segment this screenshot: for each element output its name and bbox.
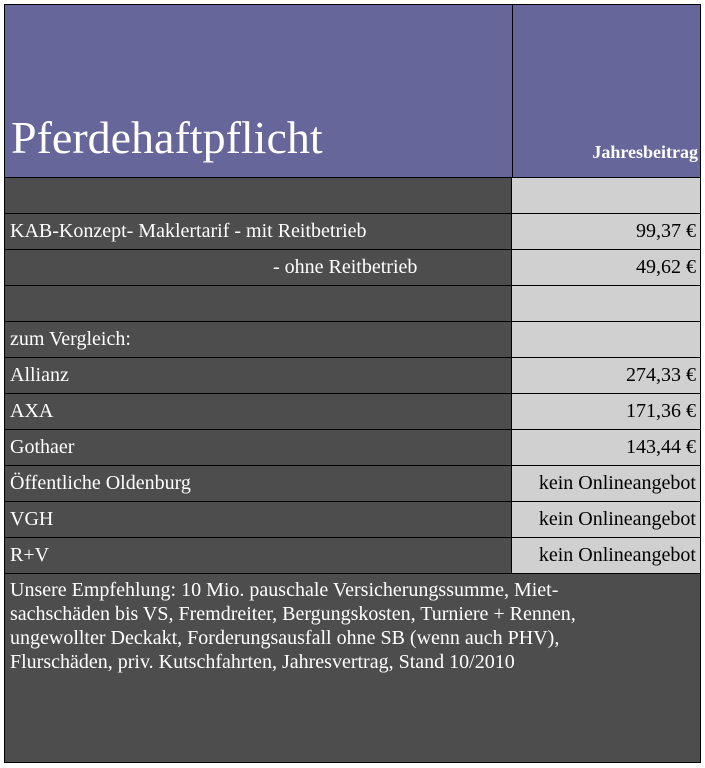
note-line: sachschäden bis VS, Fremdreiter, Bergungskosten, Turniere + Rennen, [10, 603, 576, 625]
table-row [5, 466, 700, 502]
row-label: VGH [5, 502, 512, 537]
table-row [5, 322, 700, 358]
row-label [5, 286, 512, 321]
row-value: 99,37 € [512, 214, 700, 249]
row-value: 274,33 € [512, 358, 700, 393]
table-row [5, 286, 700, 322]
table-row [5, 250, 700, 286]
table-row [5, 178, 700, 214]
row-value [512, 322, 700, 357]
table-row [5, 358, 700, 394]
row-value: kein Onlineangebot [512, 538, 700, 573]
note-line: Unsere Empfehlung: 10 Mio. pauschale Versicherungssumme, Miet- [10, 579, 559, 601]
row-label: Gothaer [5, 430, 512, 465]
row-label: R+V [5, 538, 512, 573]
row-value [512, 178, 700, 213]
recommendation-note [5, 574, 700, 674]
row-label [5, 178, 512, 213]
price-table [4, 4, 701, 763]
row-label: - ohne Reitbetrieb [5, 250, 512, 285]
column-header-annual-fee: Jahresbeitrag [592, 142, 698, 162]
row-value: kein Onlineangebot [512, 466, 700, 501]
note-line: Flurschäden, priv. Kutschfahrten, Jahresvertrag, Stand 10/2010 [10, 651, 515, 673]
table-row [5, 214, 700, 250]
table-body [5, 178, 700, 574]
table-header [5, 5, 700, 178]
row-label: Allianz [5, 358, 512, 393]
row-value [512, 286, 700, 321]
row-value: 171,36 € [512, 394, 700, 429]
note-line: ungewollter Deckakt, Forderungsausfall ohne SB (wenn auch PHV), [10, 627, 560, 649]
table-row [5, 430, 700, 466]
row-label: KAB-Konzept- Maklertarif - mit Reitbetrieb [5, 214, 512, 249]
row-label: zum Vergleich: [5, 322, 512, 357]
row-value: kein Onlineangebot [512, 502, 700, 537]
row-value: 49,62 € [512, 250, 700, 285]
row-label: Öffentliche Oldenburg [5, 466, 512, 501]
page-title: Pferdehaftpflicht [11, 112, 323, 163]
table-row [5, 502, 700, 538]
table-row [5, 538, 700, 574]
table-row [5, 394, 700, 430]
row-label: AXA [5, 394, 512, 429]
row-value: 143,44 € [512, 430, 700, 465]
